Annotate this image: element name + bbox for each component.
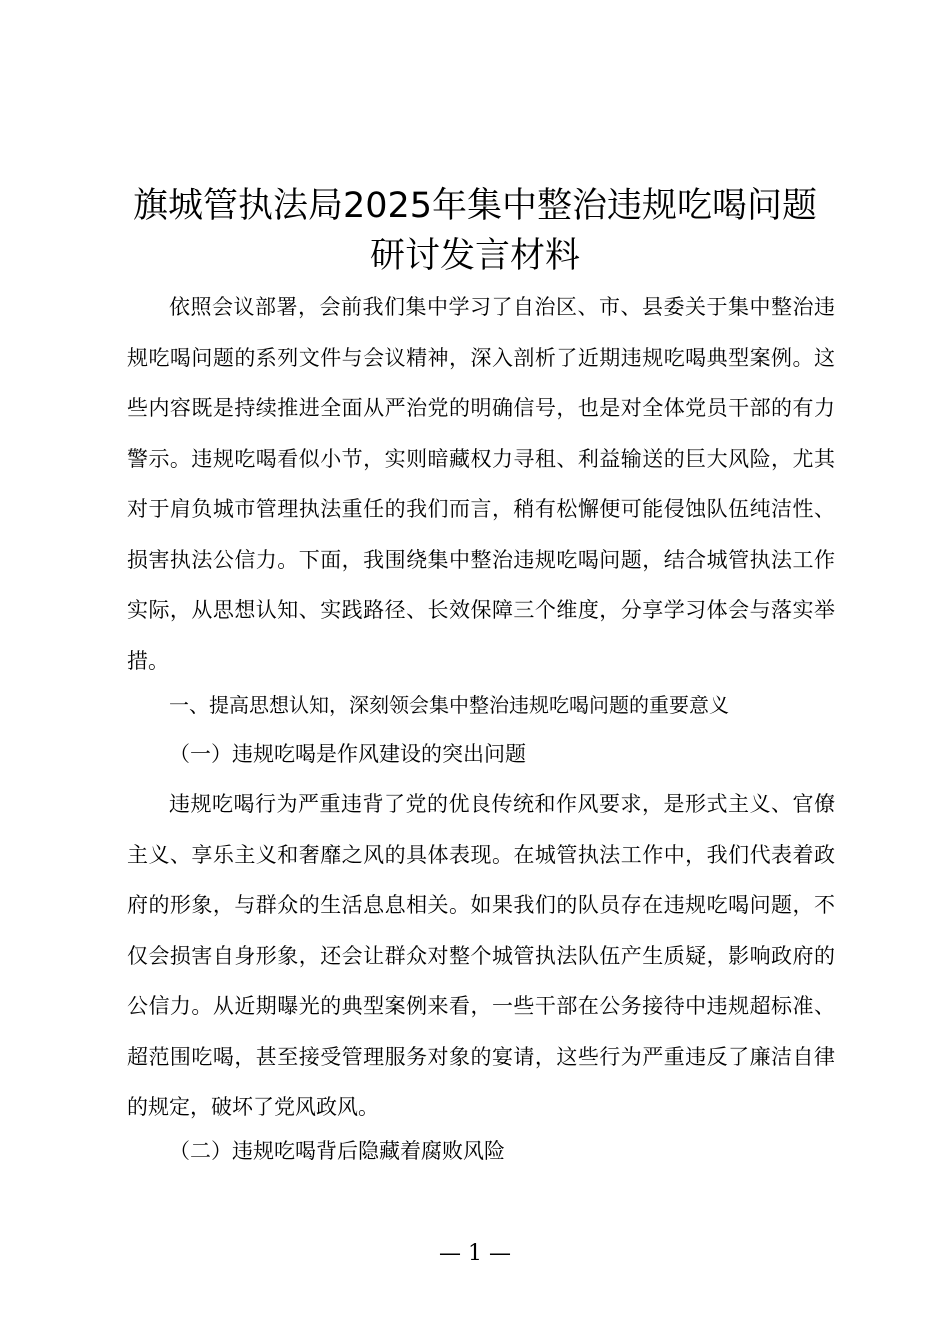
subsection-1-paragraph: 违规吃喝行为严重违背了党的优良传统和作风要求，是形式主义、官僚主义、享乐主义和奢靡之风的具体表现。在城管执法工作中，我们代表着政府的形象，与群众的生活息息相关。如果我们的队员存在违规吃喝问题，不仅会损害自身形象，还会让群众对整个城管执法队伍产生质疑，影响政府的公信力。从近期曝光的典型案例来看，一些干部在公务接待中违规超标准、超范围吃喝，甚至接受管理服务对象的宴请，这些行为严重违反了廉洁自律的规定，破坏了党风政风。 (127, 792, 835, 1119)
document-title-line-1: 旗城管执法局2025年集中整治违规吃喝问题 (132, 186, 818, 226)
page-number: — 1 — (439, 1241, 511, 1266)
intro-paragraph: 依照会议部署，会前我们集中学习了自治区、市、县委关于集中整治违规吃喝问题的系列文件与会议精神，深入剖析了近期违规吃喝典型案例。这些内容既是持续推进全面从严治党的明确信号，也是对全体党员干部的有力警示。违规吃喝看似小节，实则暗藏权力寻租、利益输送的巨大风险，尤其对于肩负城市管理执法重任的我们而言，稍有松懈便可能侵蚀队伍纯洁性、损害执法公信力。下面，我围绕集中整治违规吃喝问题，结合城管执法工作实际，从思想认知、实践路径、长效保障三个维度，分享学习体会与落实举措。 (127, 295, 835, 673)
subsection-2-heading: （二）违规吃喝背后隐藏着腐败风险 (169, 1139, 505, 1163)
document-title-line-2: 研讨发言材料 (369, 236, 580, 276)
section-1-heading: 一、提高思想认知，深刻领会集中整治违规吃喝问题的重要意义 (169, 693, 729, 717)
subsection-1-heading: （一）违规吃喝是作风建设的突出问题 (169, 742, 526, 766)
